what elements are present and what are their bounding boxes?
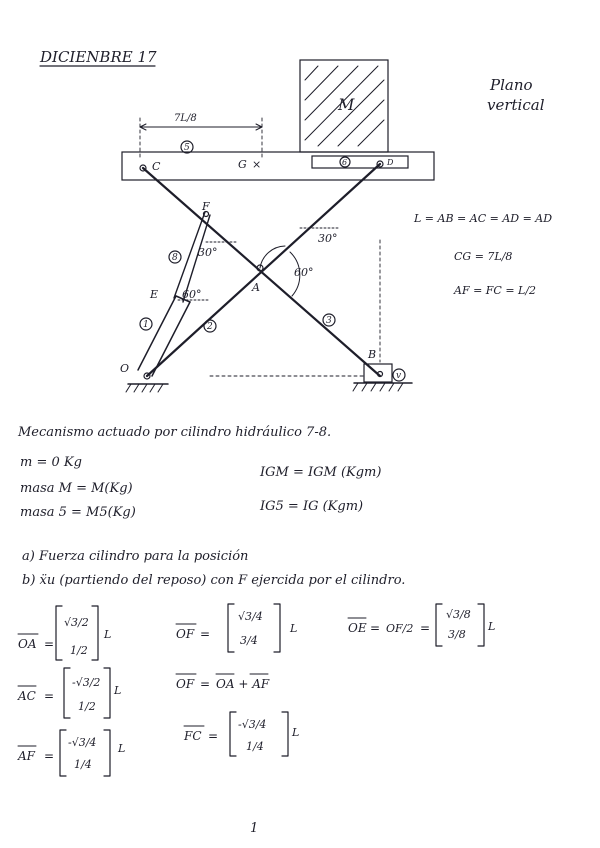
vector-of-y: 3/4 — [240, 634, 258, 647]
vector-fc — [183, 712, 299, 756]
vector-fc-equals: = — [208, 729, 219, 743]
dimension-label: 7L/8 — [174, 113, 197, 124]
vector-af-y: 1/4 — [74, 758, 92, 771]
mass-m-line: masa M = M(Kg) — [20, 481, 133, 496]
vector-fc-unit: L — [292, 726, 300, 739]
vector-ac-y: 1/2 — [78, 700, 96, 713]
mechanism-description: Mecanismo actuado por cilindro hidráulico 7-8. — [18, 425, 332, 440]
vector-oa-equals: = — [44, 637, 55, 651]
vector-ac-x: -√3/2 — [72, 676, 101, 689]
angle-30-left: 30° — [198, 246, 218, 259]
vector-of — [176, 604, 297, 652]
mass-5-line: masa 5 = M5(Kg) — [20, 505, 136, 520]
page-number: 1 — [250, 821, 259, 836]
vector-of-sum — [176, 674, 270, 691]
vector-of-sum-lhs: OF — [176, 677, 195, 691]
vector-of-sum-rhs: OA + AF — [216, 677, 270, 691]
point-c-label: C — [152, 160, 161, 173]
link-3 — [143, 168, 380, 376]
point-d-label: D — [387, 158, 394, 167]
angle-60-a: 60° — [294, 266, 314, 279]
question-b: b) ẍu (partiendo del reposo) con F ejercida por el cilindro. — [22, 573, 406, 588]
vector-oa-y: 1/2 — [70, 644, 88, 657]
vector-af-equals: = — [44, 749, 55, 763]
vector-ac — [17, 668, 121, 718]
link-1-label: 1 — [143, 320, 149, 330]
vector-of-sum-equals: = — [200, 677, 211, 691]
length-equation: L = AB = AC = AD = AD — [414, 212, 553, 225]
angle-arc-a-left — [260, 246, 285, 268]
mass-label: M — [338, 95, 355, 114]
link-6-label: 6 — [342, 158, 348, 167]
cylinder-7-left — [138, 296, 176, 370]
af-fc-equation: AF = FC = L/2 — [454, 284, 537, 297]
vector-of-equals: = — [200, 627, 211, 641]
cylinder-7-right — [152, 302, 190, 376]
ground-o-hatching — [126, 384, 163, 392]
point-o-label: O — [120, 362, 130, 375]
vector-oe-half: OF/2 — [386, 622, 414, 635]
link-5-label: 5 — [184, 143, 190, 153]
vector-fc-name: FC — [184, 729, 202, 743]
vector-oe-equals-2: = — [420, 621, 431, 635]
inertia-5-line: IG5 = IG (Kgm) — [260, 499, 364, 514]
ground-b-hatching — [353, 383, 403, 391]
vector-af-unit: L — [118, 742, 126, 755]
point-g-label: G — [238, 158, 247, 171]
point-e-label: E — [150, 288, 159, 301]
point-a-label: A — [252, 281, 260, 294]
velocity-label: v — [396, 371, 402, 381]
vector-af — [17, 730, 125, 776]
slider-guide — [312, 156, 408, 168]
vector-fc-x: -√3/4 — [238, 718, 267, 731]
vector-oa-x: √3/2 — [64, 616, 89, 629]
date-heading: DICIENBRE 17 — [40, 48, 157, 66]
vector-ac-equals: = — [44, 689, 55, 703]
vector-oe-y: 3/8 — [448, 628, 466, 641]
vector-fc-y: 1/4 — [246, 740, 264, 753]
vector-oa — [18, 606, 111, 660]
angle-60-e: 60° — [182, 288, 202, 301]
link-8-label: 8 — [172, 253, 178, 263]
plane-note-line1: Plano — [490, 76, 533, 94]
vector-oa-unit: L — [104, 628, 112, 641]
vector-af-name: AF — [18, 749, 35, 763]
vector-oa-name: OA — [18, 637, 37, 651]
vector-oe-x: √3/8 — [446, 608, 471, 621]
angle-30-right: 30° — [318, 232, 338, 245]
g-mark: × — [252, 158, 262, 171]
vector-of-unit: L — [290, 622, 298, 635]
link-mass-note: m = 0 Kg — [20, 455, 82, 470]
inertia-m-line: IGM = IGM (Kgm) — [260, 465, 382, 480]
vector-ac-unit: L — [114, 684, 122, 697]
vector-oe — [348, 604, 495, 646]
vector-oe-equals-1: = — [370, 621, 381, 635]
plane-note-line2: vertical — [487, 96, 545, 114]
vector-oe-name: OE — [348, 621, 367, 635]
point-f-label: F — [202, 200, 210, 213]
cg-equation: CG = 7L/8 — [454, 250, 513, 263]
point-b-label: B — [368, 348, 377, 361]
question-a: a) Fuerza cilindro para la posición — [22, 549, 249, 564]
vector-ac-name: AC — [18, 689, 36, 703]
vector-oe-unit: L — [488, 620, 496, 633]
link-3-label: 3 — [326, 316, 332, 326]
link-2-label: 2 — [207, 322, 213, 332]
vector-of-x: √3/4 — [238, 610, 263, 623]
vector-of-name: OF — [176, 627, 195, 641]
vector-af-x: -√3/4 — [68, 736, 97, 749]
